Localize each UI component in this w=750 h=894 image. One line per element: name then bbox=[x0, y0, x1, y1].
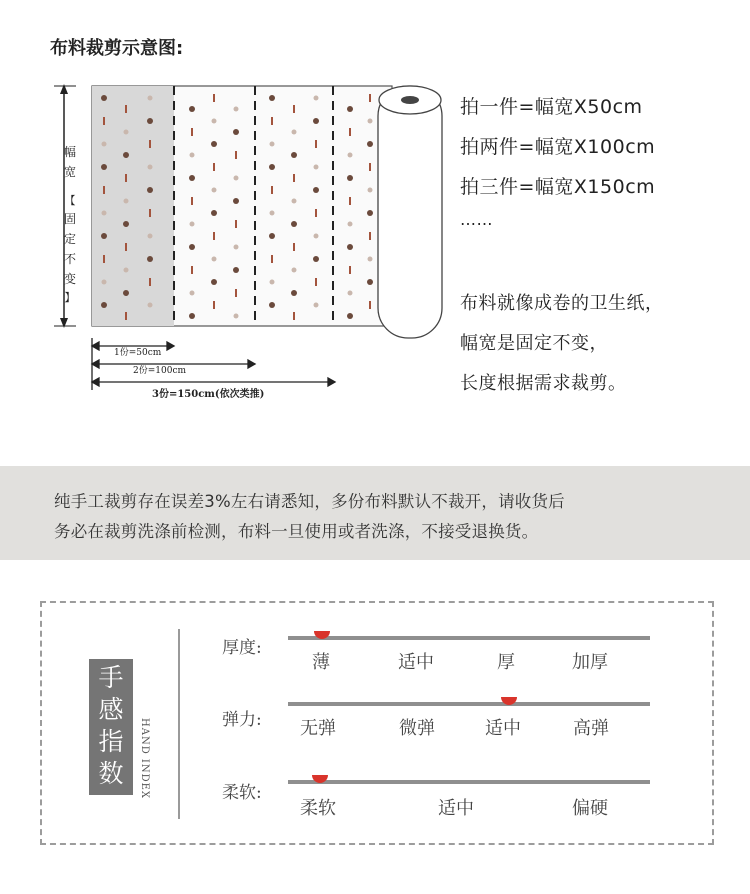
fabric-dot bbox=[190, 222, 195, 227]
fabric-dot bbox=[125, 105, 127, 113]
fabric-dot bbox=[367, 279, 373, 285]
fabric-dot bbox=[189, 175, 195, 181]
fabric-dot bbox=[124, 130, 129, 135]
fabric-dot bbox=[314, 96, 319, 101]
thickness-option: 厚 bbox=[497, 652, 515, 673]
fabric-dot bbox=[233, 198, 239, 204]
fabric-dot bbox=[212, 119, 217, 124]
hand-index-badge: 手 感 指 数 bbox=[89, 659, 133, 795]
fabric-dot bbox=[123, 221, 129, 227]
fabric-dot bbox=[101, 233, 107, 239]
pricing-ellipsis: …… bbox=[460, 210, 493, 229]
fabric-dot bbox=[123, 290, 129, 296]
thickness-option: 加厚 bbox=[572, 652, 608, 673]
fabric-dot bbox=[313, 256, 319, 262]
fabric-dot bbox=[102, 280, 107, 285]
elasticity-option: 适中 bbox=[485, 718, 521, 739]
fabric-dot bbox=[212, 188, 217, 193]
fabric-dot bbox=[101, 164, 107, 170]
fabric-dot bbox=[147, 187, 153, 193]
svg-text:不: 不 bbox=[63, 252, 77, 266]
pricing-line-2: 拍两件=幅宽X100cm bbox=[460, 136, 656, 158]
fabric-dot bbox=[101, 95, 107, 101]
fabric-dot bbox=[233, 267, 239, 273]
dim-label-2: 2份=100cm bbox=[133, 366, 187, 376]
fabric-dot bbox=[292, 199, 297, 204]
arrow-head bbox=[248, 360, 255, 368]
thickness-option: 薄 bbox=[312, 652, 330, 673]
fabric-dot bbox=[189, 244, 195, 250]
fabric-dot bbox=[369, 232, 371, 240]
fabric-dot bbox=[103, 117, 105, 125]
fabric-dot bbox=[293, 174, 295, 182]
fabric-dot bbox=[102, 142, 107, 147]
fabric-dot bbox=[348, 291, 353, 296]
pricing-line-3: 拍三件=幅宽X150cm bbox=[460, 176, 656, 198]
fabric-dot bbox=[347, 106, 353, 112]
svg-text:固: 固 bbox=[63, 212, 77, 226]
fabric-dot bbox=[293, 312, 295, 320]
fabric-dot bbox=[147, 118, 153, 124]
fabric-dot bbox=[270, 211, 275, 216]
fabric-dot bbox=[367, 141, 373, 147]
thickness-scale bbox=[288, 636, 650, 640]
elasticity-label: 弹力: bbox=[222, 710, 262, 730]
fabric-dot bbox=[269, 233, 275, 239]
fabric-dot bbox=[270, 142, 275, 147]
fabric-dot bbox=[213, 232, 215, 240]
notice-line-1: 纯手工裁剪存在误差3%左右请悉知，多份布料默认不裁开，请收货后 bbox=[54, 492, 565, 511]
fabric-dot bbox=[271, 117, 273, 125]
svg-text:】: 】 bbox=[64, 291, 76, 304]
fabric-dot bbox=[269, 164, 275, 170]
fabric-dot bbox=[212, 257, 217, 262]
fabric-dot bbox=[148, 303, 153, 308]
arrow-head bbox=[167, 342, 174, 350]
fabric-dot bbox=[314, 234, 319, 239]
fabric-dot bbox=[190, 291, 195, 296]
fabric-dot bbox=[191, 266, 193, 274]
fabric-dot bbox=[211, 141, 217, 147]
fabric-dot bbox=[349, 128, 351, 136]
arrow-head bbox=[92, 360, 99, 368]
notice-band bbox=[0, 466, 750, 560]
elasticity-option: 微弹 bbox=[399, 718, 435, 739]
fabric-dot bbox=[348, 153, 353, 158]
fabric-dot bbox=[315, 140, 317, 148]
fabric-dot bbox=[147, 256, 153, 262]
thickness-label: 厚度: bbox=[222, 638, 262, 658]
fabric-dot bbox=[148, 165, 153, 170]
fabric-dot bbox=[347, 175, 353, 181]
roll-core bbox=[401, 96, 419, 104]
fabric-dot bbox=[292, 268, 297, 273]
fabric-dot bbox=[123, 152, 129, 158]
fabric-dot bbox=[349, 197, 351, 205]
svg-text:【: 【 bbox=[64, 194, 76, 207]
softness-label: 柔软: bbox=[222, 783, 262, 803]
fabric-dot bbox=[149, 278, 151, 286]
fabric-dot bbox=[124, 199, 129, 204]
fabric-dot bbox=[125, 243, 127, 251]
fabric-dot bbox=[125, 174, 127, 182]
fabric-dot bbox=[368, 188, 373, 193]
elasticity-scale bbox=[288, 702, 650, 706]
fabric-dot bbox=[148, 234, 153, 239]
width-label bbox=[64, 144, 76, 304]
fabric-dot bbox=[234, 245, 239, 250]
hand-index-subtitle: HAND INDEX bbox=[139, 718, 150, 800]
fabric-roll bbox=[378, 86, 442, 338]
arrow-head bbox=[328, 378, 335, 386]
page-title: 布料裁剪示意图: bbox=[50, 38, 184, 59]
hand-index-panel bbox=[40, 601, 714, 845]
fabric-dot bbox=[293, 243, 295, 251]
fabric-dot bbox=[211, 210, 217, 216]
fabric-dot bbox=[313, 118, 319, 124]
fabric-dot bbox=[367, 210, 373, 216]
fabric-dot bbox=[234, 176, 239, 181]
elasticity-option: 无弹 bbox=[300, 718, 336, 739]
svg-text:宽: 宽 bbox=[63, 165, 77, 179]
fabric-dot bbox=[269, 302, 275, 308]
fabric-dot bbox=[368, 119, 373, 124]
fabric-dot bbox=[269, 95, 275, 101]
fabric-dot bbox=[369, 301, 371, 309]
fabric-dot bbox=[103, 255, 105, 263]
fabric-dot bbox=[235, 289, 237, 297]
fabric-dot bbox=[233, 129, 239, 135]
fabric-dot bbox=[189, 106, 195, 112]
fabric-dot bbox=[369, 163, 371, 171]
fabric-dot bbox=[348, 222, 353, 227]
fabric-dot bbox=[347, 313, 353, 319]
fabric-dot bbox=[349, 266, 351, 274]
fabric-dot bbox=[292, 130, 297, 135]
fabric-dot bbox=[291, 290, 297, 296]
fabric-dot bbox=[314, 303, 319, 308]
description-line-2: 幅宽是固定不变， bbox=[460, 333, 608, 354]
fabric-dot bbox=[191, 128, 193, 136]
dim-label-3: 3份=150cm(依次类推) bbox=[152, 389, 265, 400]
fabric-dot bbox=[191, 197, 193, 205]
softness-option: 偏硬 bbox=[572, 798, 608, 819]
elasticity-option: 高弹 bbox=[573, 718, 609, 739]
fabric-dot bbox=[347, 244, 353, 250]
fabric-dot bbox=[211, 279, 217, 285]
softness-option: 柔软 bbox=[300, 798, 336, 819]
fabric-dot bbox=[149, 209, 151, 217]
fabric-dot bbox=[235, 151, 237, 159]
fabric-dot bbox=[270, 280, 275, 285]
fabric-dot bbox=[291, 152, 297, 158]
fabric-dot bbox=[213, 301, 215, 309]
fabric-dot bbox=[369, 94, 371, 102]
softness-scale bbox=[288, 780, 650, 784]
fabric-dot bbox=[291, 221, 297, 227]
fabric-dot bbox=[101, 302, 107, 308]
fabric-dot bbox=[234, 314, 239, 319]
fabric-dot bbox=[368, 257, 373, 262]
divider bbox=[178, 629, 180, 819]
fabric-dot bbox=[102, 211, 107, 216]
dim-label-1: 1份=50cm bbox=[114, 348, 162, 358]
softness-option: 适中 bbox=[438, 798, 474, 819]
fabric-dot bbox=[103, 186, 105, 194]
fabric-dot bbox=[125, 312, 127, 320]
fabric-dot bbox=[213, 94, 215, 102]
fabric-dot bbox=[124, 268, 129, 273]
fabric-dot bbox=[315, 209, 317, 217]
fabric-dot bbox=[271, 186, 273, 194]
fabric-dot bbox=[314, 165, 319, 170]
fabric-dot bbox=[271, 255, 273, 263]
fabric-dot bbox=[234, 107, 239, 112]
notice-line-2: 务必在裁剪洗涤前检测，布料一旦使用或者洗涤，不接受退换货。 bbox=[54, 522, 539, 541]
svg-text:变: 变 bbox=[63, 272, 77, 286]
fabric-dot bbox=[315, 278, 317, 286]
fabric-dot bbox=[148, 96, 153, 101]
fabric-dot bbox=[313, 187, 319, 193]
thickness-option: 适中 bbox=[398, 652, 434, 673]
fabric-dot bbox=[293, 105, 295, 113]
pricing-line-1: 拍一件=幅宽X50cm bbox=[460, 96, 643, 118]
fabric-dot bbox=[189, 313, 195, 319]
arrow-head bbox=[92, 342, 99, 350]
arrow-head bbox=[92, 378, 99, 386]
fabric-dot bbox=[235, 220, 237, 228]
svg-text:幅: 幅 bbox=[63, 145, 77, 159]
description-line-1: 布料就像成卷的卫生纸， bbox=[460, 293, 664, 314]
fabric-dot bbox=[149, 140, 151, 148]
description-line-3: 长度根据需求裁剪。 bbox=[460, 373, 627, 394]
fabric-dot bbox=[190, 153, 195, 158]
fabric-dot bbox=[213, 163, 215, 171]
fabric-roll-diagram bbox=[0, 0, 460, 430]
svg-text:定: 定 bbox=[63, 232, 77, 246]
